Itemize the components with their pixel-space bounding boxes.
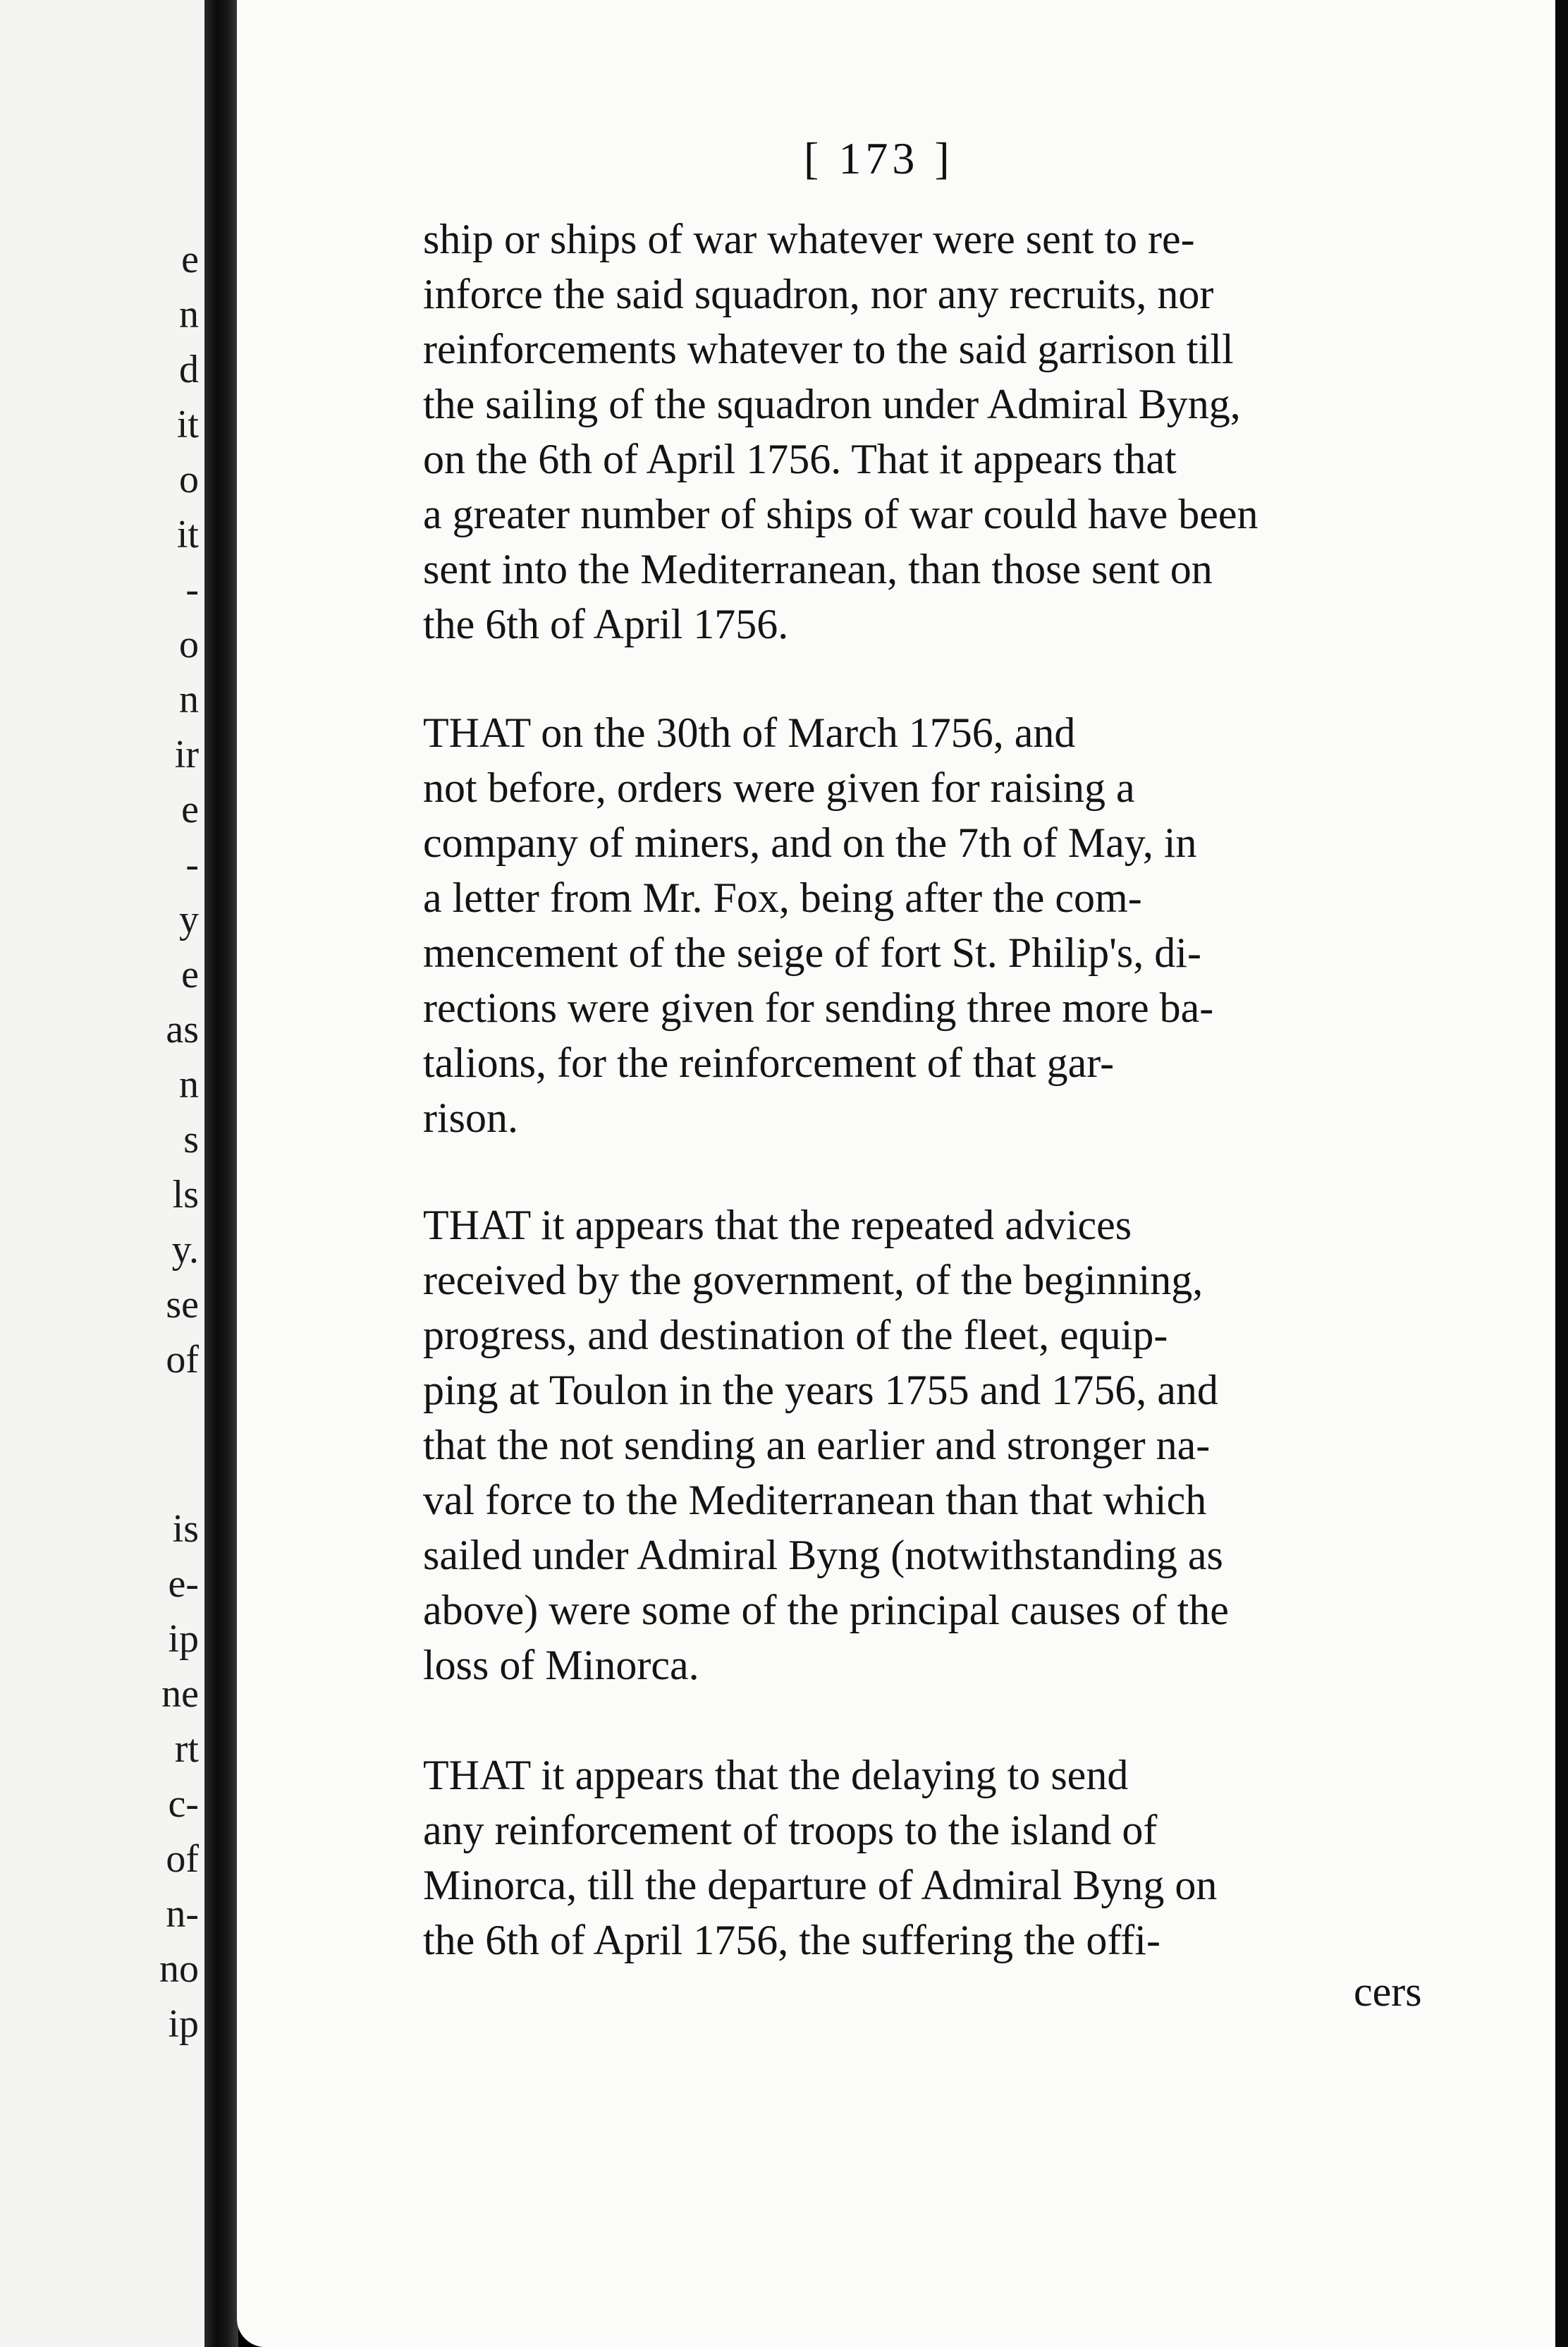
left-fragment: ir — [174, 733, 199, 776]
paragraph-text: ship or ships of war whatever were sent to re- inforce the said squadron, nor any recruits, nor reinforcements whatever to the said garrison till the sailing of the squadron under Admiral Byng, on the 6th of April 1756. That it appears that a greater number of ships of war could have been sent into the Mediterranean, than those sent on the 6th of April 1756. — [423, 216, 1258, 647]
left-fragment: of — [166, 1837, 199, 1881]
left-fragment: n — [179, 1063, 199, 1107]
left-fragment: - — [185, 568, 199, 611]
paragraph-text: THAT it appears that the delaying to send any reinforcement of troops to the island of Minorca, till the departure of Admiral Byng on the 6th of April 1756, the suffering the offi- — [423, 1752, 1218, 1963]
paragraph-3 — [423, 1197, 1424, 1693]
left-fragment: of — [166, 1338, 199, 1382]
left-fragment: ls — [172, 1173, 199, 1217]
left-fragment: o — [179, 623, 199, 666]
left-fragment: is — [172, 1507, 199, 1551]
left-fragment: n- — [166, 1892, 199, 1936]
left-fragment: n — [179, 678, 199, 721]
left-fragment: n — [179, 293, 199, 336]
left-fragment: rt — [174, 1727, 199, 1771]
left-fragment: y — [179, 898, 199, 941]
left-fragment: ip — [168, 1617, 199, 1661]
left-fragment: y. — [171, 1228, 199, 1272]
left-fragment: d — [179, 348, 199, 391]
paragraph-text: THAT it appears that the repeated advices received by the government, of the beginning, progress, and destination of the fleet, equip- ping at Toulon in the years 1755 and 1756, and that the not sending an earlier and stronger na- val force to the Mediterranean than that which sailed under Admiral Byng (notwithstanding as above) were some of the principal causes of the loss of Minorca. — [423, 1202, 1229, 1688]
left-fragment: e — [181, 788, 199, 831]
page-number: [ 173 ] — [804, 133, 954, 183]
left-fragment: c- — [168, 1782, 199, 1826]
left-fragment: ne — [161, 1672, 199, 1716]
left-fragment: s — [183, 1118, 199, 1162]
left-facing-page — [0, 0, 212, 2347]
left-fragment: no — [159, 1947, 199, 1991]
paragraph-text: THAT on the 30th of March 1756, and not before, orders were given for raising a company of miners, and on the 7th of May, in a letter from Mr. Fox, being after the com- mencement of the seige of fort St. Philip's, di- rections were given for sending three more ba- talions, for the reinforcement of that gar- rison. — [423, 709, 1214, 1141]
paragraph-4 — [423, 1748, 1424, 1968]
right-page-edge — [1555, 0, 1568, 2347]
left-fragment: e — [181, 238, 199, 281]
book-gutter — [204, 0, 238, 2347]
left-fragment: it — [176, 513, 199, 556]
left-fragment: o — [179, 458, 199, 501]
left-fragment: - — [185, 843, 199, 886]
left-fragment: it — [176, 403, 199, 446]
catchword: cers — [1354, 1968, 1422, 2015]
left-fragment: as — [166, 1008, 199, 1051]
left-fragment: se — [166, 1283, 199, 1327]
left-fragment: e- — [168, 1562, 199, 1606]
paragraph-2 — [423, 705, 1424, 1145]
paragraph-1 — [423, 212, 1424, 652]
left-fragment: ip — [168, 2002, 199, 2046]
left-fragment: e — [181, 953, 199, 996]
